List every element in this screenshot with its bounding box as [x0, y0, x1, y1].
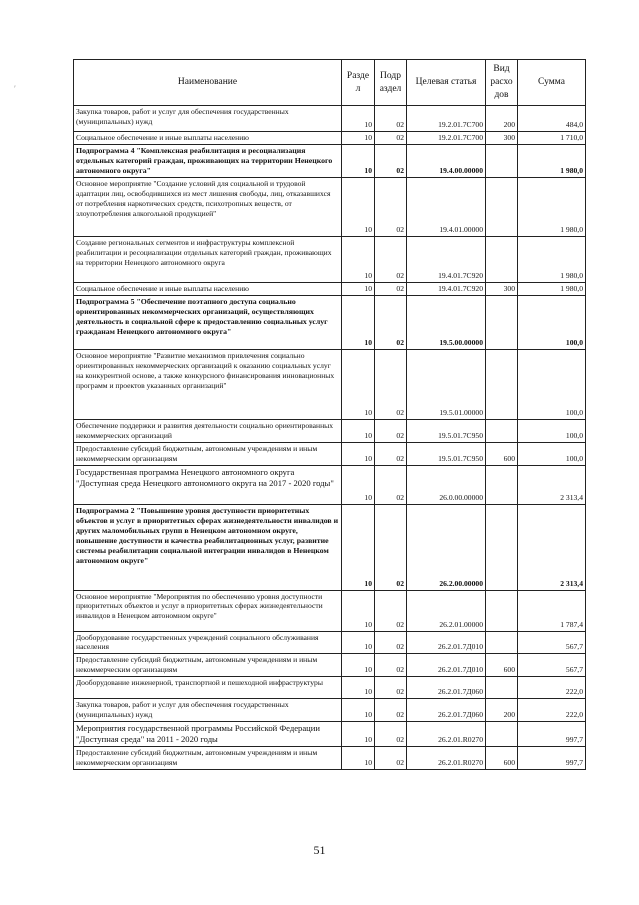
cell-expense-type [486, 465, 518, 504]
cell-section: 10 [342, 698, 375, 721]
cell-name: Основное мероприятие "Мероприятия по обеспечению уровня доступности приоритетных объектов и услуг в приоритетных сферах жизнедеятельности инвалидов в Ненецком автономном округе" [74, 590, 342, 631]
cell-expense-type: 300 [486, 132, 518, 145]
cell-expense-type: 300 [486, 283, 518, 296]
cell-section: 10 [342, 590, 375, 631]
table-row [74, 132, 586, 145]
cell-name: Подпрограмма 2 "Повышение уровня доступности приоритетных объектов и услуг в приоритетных сферах жизнедеятельности инвалидов и других маломобильных групп в Ненецком автономном округе, повышение доступности и качества реабилитационных услуг, развитие системы реабилитации социальной интеграции инвалидов в Ненецком автономном округе" [74, 504, 342, 590]
cell-section: 10 [342, 420, 375, 443]
cell-amount: 1 980,0 [518, 237, 586, 283]
cell-name: Подпрограмма 4 "Комплексная реабилитация и ресоциализация отдельных категорий граждан, проживающих на территории Ненецкого автономного округа" [74, 144, 342, 177]
header-target: Целевая статья [407, 60, 486, 106]
cell-section: 10 [342, 350, 375, 420]
cell-target: 19.5.01.7С950 [407, 442, 486, 465]
table-row [74, 283, 586, 296]
cell-amount: 100,0 [518, 296, 586, 350]
cell-subsection: 02 [375, 296, 407, 350]
cell-section: 10 [342, 631, 375, 654]
cell-expense-type [486, 237, 518, 283]
table-row [74, 420, 586, 443]
cell-expense-type: 200 [486, 698, 518, 721]
cell-expense-type [486, 296, 518, 350]
cell-section: 10 [342, 106, 375, 132]
table-body [74, 106, 586, 770]
cell-section: 10 [342, 442, 375, 465]
cell-target: 19.5.00.00000 [407, 296, 486, 350]
table-header-row [74, 60, 586, 106]
cell-subsection: 02 [375, 350, 407, 420]
cell-name: Социальное обеспечение и иные выплаты населению [74, 132, 342, 145]
cell-section: 10 [342, 132, 375, 145]
header-expense-type: Вид расхо дов [486, 60, 518, 106]
table-row [74, 144, 586, 177]
cell-target: 26.2.01.7Д010 [407, 654, 486, 677]
cell-amount: 222,0 [518, 676, 586, 698]
cell-subsection: 02 [375, 631, 407, 654]
cell-subsection: 02 [375, 698, 407, 721]
table-row [74, 747, 586, 770]
table-row [74, 590, 586, 631]
cell-subsection: 02 [375, 420, 407, 443]
cell-amount: 100,0 [518, 420, 586, 443]
cell-section: 10 [342, 721, 375, 746]
cell-target: 19.4.00.00000 [407, 144, 486, 177]
cell-expense-type [486, 676, 518, 698]
cell-target: 26.2.01.R0270 [407, 747, 486, 770]
cell-amount: 997,7 [518, 747, 586, 770]
cell-section: 10 [342, 178, 375, 237]
cell-subsection: 02 [375, 721, 407, 746]
cell-name: Создание региональных сегментов и инфраструктуры комплексной реабилитации и ресоциализации отдельных категорий граждан, проживающих на территории Ненецкого автономного округа [74, 237, 342, 283]
cell-amount: 567,7 [518, 631, 586, 654]
cell-name: Социальное обеспечение и иные выплаты населению [74, 283, 342, 296]
cell-target: 26.2.01.R0270 [407, 721, 486, 746]
budget-table [73, 59, 586, 770]
table-row [74, 698, 586, 721]
cell-subsection: 02 [375, 504, 407, 590]
cell-section: 10 [342, 465, 375, 504]
header-section: Разде л [342, 60, 375, 106]
cell-expense-type [486, 590, 518, 631]
cell-name: Подпрограмма 5 "Обеспечение поэтапного доступа социально ориентированных некоммерческих организаций, осуществляющих деятельность в социальной сфере к предоставлению социальных услуг гражданам Ненецкого автономного округа" [74, 296, 342, 350]
cell-amount: 222,0 [518, 698, 586, 721]
cell-target: 19.4.01.7С920 [407, 237, 486, 283]
cell-expense-type [486, 178, 518, 237]
cell-target: 19.5.01.7С950 [407, 420, 486, 443]
cell-name: Дооборудование государственных учреждений социального обслуживания населения [74, 631, 342, 654]
cell-section: 10 [342, 144, 375, 177]
cell-subsection: 02 [375, 442, 407, 465]
cell-target: 26.2.01.7Д060 [407, 698, 486, 721]
cell-section: 10 [342, 654, 375, 677]
cell-amount: 100,0 [518, 350, 586, 420]
cell-subsection: 02 [375, 654, 407, 677]
cell-name: Мероприятия государственной программы Российской Федерации "Доступная среда" на 2011 - 2020 годы [74, 721, 342, 746]
cell-amount: 2 313,4 [518, 465, 586, 504]
cell-name: Закупка товаров, работ и услуг для обеспечения государственных (муниципальных) нужд [74, 698, 342, 721]
cell-target: 19.2.01.7С700 [407, 132, 486, 145]
cell-name: Предоставление субсидий бюджетным, автономным учреждениям и иным некоммерческим организациям [74, 442, 342, 465]
cell-target: 26.2.01.7Д060 [407, 676, 486, 698]
cell-expense-type [486, 420, 518, 443]
cell-amount: 1 787,4 [518, 590, 586, 631]
header-amount: Сумма [518, 60, 586, 106]
cell-expense-type: 600 [486, 654, 518, 677]
table-row [74, 296, 586, 350]
cell-expense-type: 200 [486, 106, 518, 132]
cell-expense-type [486, 350, 518, 420]
cell-expense-type [486, 504, 518, 590]
cell-section: 10 [342, 283, 375, 296]
cell-amount: 567,7 [518, 654, 586, 677]
cell-expense-type: 600 [486, 747, 518, 770]
cell-amount: 484,0 [518, 106, 586, 132]
cell-subsection: 02 [375, 132, 407, 145]
cell-amount: 1 710,0 [518, 132, 586, 145]
cell-subsection: 02 [375, 237, 407, 283]
cell-section: 10 [342, 296, 375, 350]
page-number: 51 [313, 843, 326, 857]
cell-name: Предоставление субсидий бюджетным, автономным учреждениям и иным некоммерческим организациям [74, 654, 342, 677]
table-row [74, 442, 586, 465]
table-row [74, 350, 586, 420]
cell-section: 10 [342, 676, 375, 698]
cell-expense-type: 600 [486, 442, 518, 465]
cell-amount: 100,0 [518, 442, 586, 465]
cell-target: 19.4.01.00000 [407, 178, 486, 237]
table-row [74, 631, 586, 654]
margin-pencil-mark: ′ [14, 84, 16, 94]
header-subsection: Подр аздел [375, 60, 407, 106]
header-name: Наименование [74, 60, 342, 106]
table-row [74, 106, 586, 132]
cell-section: 10 [342, 237, 375, 283]
table-row [74, 676, 586, 698]
cell-amount: 1 980,0 [518, 283, 586, 296]
cell-target: 26.2.00.00000 [407, 504, 486, 590]
cell-target: 26.0.00.00000 [407, 465, 486, 504]
cell-name: Государственная программа Ненецкого автономного округа "Доступная среда Ненецкого автономного округа на 2017 - 2020 годы" [74, 465, 342, 504]
cell-target: 26.2.01.00000 [407, 590, 486, 631]
cell-name: Закупка товаров, работ и услуг для обеспечения государственных (муниципальных) нужд [74, 106, 342, 132]
cell-subsection: 02 [375, 747, 407, 770]
cell-subsection: 02 [375, 590, 407, 631]
table-row [74, 178, 586, 237]
cell-name: Основное мероприятие "Создание условий для социальной и трудовой адаптации лиц, освободившихся из мест лишения свободы, лиц, отказавшихся от потребления наркотических средств, психотропных веществ, от злоупотребления алкогольной продукцией" [74, 178, 342, 237]
cell-subsection: 02 [375, 676, 407, 698]
cell-target: 26.2.01.7Д010 [407, 631, 486, 654]
table-row [74, 237, 586, 283]
cell-section: 10 [342, 504, 375, 590]
cell-subsection: 02 [375, 106, 407, 132]
cell-target: 19.4.01.7С920 [407, 283, 486, 296]
cell-target: 19.2.01.7С700 [407, 106, 486, 132]
cell-name: Основное мероприятие "Развитие механизмов привлечения социально ориентированных некоммерческих организаций к оказанию социальных услуг на конкурентной основе, а также конкурсного финансирования инновационных программ и проектов указанных организаций" [74, 350, 342, 420]
table-row [74, 654, 586, 677]
cell-subsection: 02 [375, 144, 407, 177]
table-row [74, 721, 586, 746]
cell-name: Обеспечение поддержки и развития деятельности социально ориентированных некоммерческих организаций [74, 420, 342, 443]
cell-expense-type [486, 721, 518, 746]
cell-amount: 997,7 [518, 721, 586, 746]
cell-expense-type [486, 631, 518, 654]
cell-subsection: 02 [375, 178, 407, 237]
table-row [74, 465, 586, 504]
cell-amount: 1 980,0 [518, 144, 586, 177]
cell-section: 10 [342, 747, 375, 770]
cell-amount: 2 313,4 [518, 504, 586, 590]
cell-subsection: 02 [375, 465, 407, 504]
cell-name: Предоставление субсидий бюджетным, автономным учреждениям и иным некоммерческим организациям [74, 747, 342, 770]
table-row [74, 504, 586, 590]
cell-expense-type [486, 144, 518, 177]
cell-subsection: 02 [375, 283, 407, 296]
cell-amount: 1 980,0 [518, 178, 586, 237]
cell-name: Дооборудование инженерной, транспортной и пешеходной инфраструктуры [74, 676, 342, 698]
cell-target: 19.5.01.00000 [407, 350, 486, 420]
